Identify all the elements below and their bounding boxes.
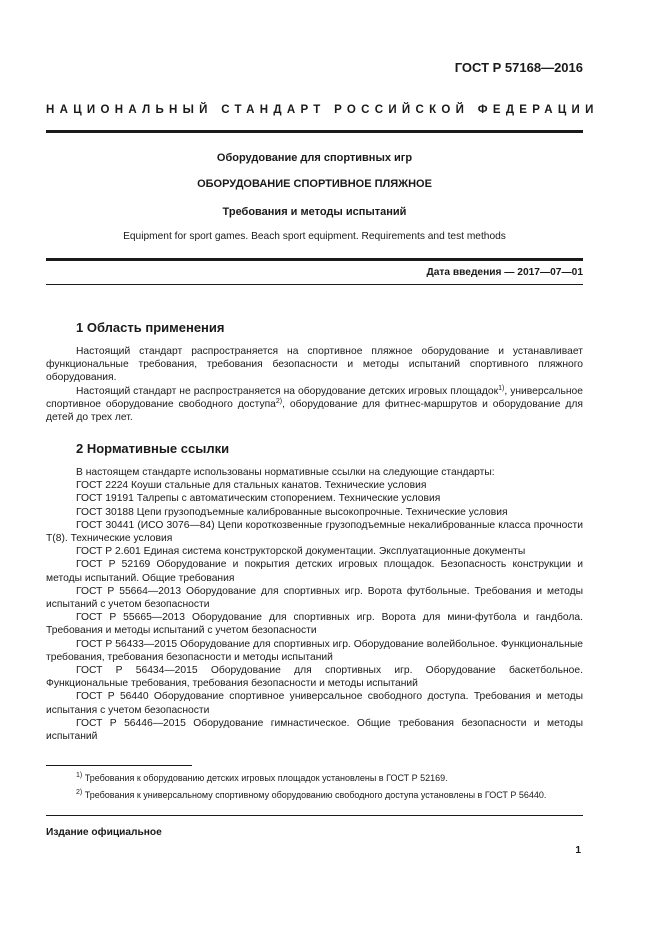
section-1-paragraph-2: [46, 385, 583, 425]
reference-item: ГОСТ Р 56440 Оборудование спортивное универсальное свободного доступа. Требования и методы испытания с учетом безопасности: [46, 691, 583, 716]
reference-list: [46, 479, 583, 743]
reference-item: ГОСТ Р 56446—2015 Оборудование гимнастическое. Общие требования безопасности и методы испытаний: [46, 717, 583, 743]
section-1-title: 1 Область применения: [76, 320, 225, 335]
footnote-1-mark: 1): [76, 772, 83, 779]
top-rule: [46, 130, 583, 133]
section-1-paragraph-1: Настоящий стандарт распространяется на спортивное пляжное оборудование и устанавливает функциональные требования, требования безопасности и методы испытаний спортивного пляжного оборудования.: [46, 346, 583, 384]
reference-item: ГОСТ Р 52169 Оборудование и покрытия детских игровых площадок. Безопасность конструкции и методы испытаний. Общие требования: [46, 559, 583, 584]
title-english: Equipment for sport games. Beach sport equipment. Requirements and test methods: [123, 231, 506, 242]
footnote-ref-2: 2): [275, 397, 283, 405]
national-standard-heading: НАЦИОНАЛЬНЫЙ СТАНДАРТ РОССИЙСКОЙ ФЕДЕРАЦИИ: [46, 104, 599, 116]
section-2-body: [46, 466, 583, 743]
footer-rule: [46, 815, 583, 816]
para2-text-b: , универсальное спортивное оборудование свободного доступа: [46, 385, 583, 410]
para2-text-a: Настоящий стандарт не распространяется на оборудование детских игровых площадок: [76, 385, 499, 397]
reference-item: ГОСТ 19191 Талрепы с автоматическим стопорением. Технические условия: [76, 493, 441, 505]
page-number: 1: [575, 845, 581, 856]
reference-item: ГОСТ 30441 (ИСО 3076—84) Цепи короткозвенные грузоподъемные некалиброванные класса прочности Т(8). Технические условия: [46, 519, 583, 545]
introduction-date: Дата введения — 2017—07—01: [426, 267, 583, 278]
reference-item: ГОСТ Р 55664—2013 Оборудование для спортивных игр. Ворота футбольные. Требования и методы испытаний с учетом безопасности: [46, 585, 583, 611]
title-group: Оборудование для спортивных игр: [216, 152, 413, 164]
reference-item: ГОСТ Р 2.601 Единая система конструкторской документации. Эксплуатационные документы: [76, 546, 526, 558]
section-2-intro: В настоящем стандарте использованы нормативные ссылки на следующие стандарты:: [76, 467, 495, 478]
title-subtitle: Требования и методы испытаний: [222, 206, 407, 218]
reference-item: ГОСТ Р 56433—2015 Оборудование для спортивных игр. Оборудование волейбольное. Функциональные требования, требования безопасности и методы испытаний: [46, 638, 583, 663]
footnote-2-text: Требования к универсальному спортивному оборудованию свободного доступа установлены в ГОСТ Р 56440.: [84, 790, 547, 800]
date-rule: [46, 284, 583, 285]
footnote-rule: [46, 765, 192, 766]
title-main: ОБОРУДОВАНИЕ СПОРТИВНОЕ ПЛЯЖНОЕ: [197, 178, 432, 190]
edition-label: Издание официальное: [46, 827, 162, 838]
footnote-1-text: Требования к оборудованию детских игровых площадок установлены в ГОСТ Р 52169.: [84, 773, 448, 783]
title-bottom-rule: [46, 258, 583, 261]
footnote-ref-1: 1): [498, 384, 505, 392]
reference-item: ГОСТ 2224 Коуши стальные для стальных канатов. Технические условия: [76, 480, 427, 492]
footnote-1: [76, 773, 586, 783]
footnote-2: [76, 790, 586, 800]
reference-item: ГОСТ Р 55665—2013 Оборудование для спортивных игр. Ворота для мини-футбола и гандбола. Требования и методы испытаний с учетом безопасности: [46, 612, 583, 637]
standard-number: ГОСТ Р 57168—2016: [454, 60, 583, 75]
section-2-title: 2 Нормативные ссылки: [76, 441, 230, 456]
para2-text-c: , оборудование для фитнес-маршрутов и оборудование для детей до трех лет.: [46, 398, 583, 424]
reference-item: ГОСТ Р 56434—2015 Оборудование для спортивных игр. Оборудование баскетбольное. Функциональные требования, требования безопасности и методы испытаний: [46, 665, 583, 690]
section-1-body: [46, 345, 583, 424]
footnote-2-mark: 2): [76, 789, 83, 796]
reference-item: ГОСТ 30188 Цепи грузоподъемные калиброванные высокопрочные. Технические условия: [76, 506, 508, 518]
